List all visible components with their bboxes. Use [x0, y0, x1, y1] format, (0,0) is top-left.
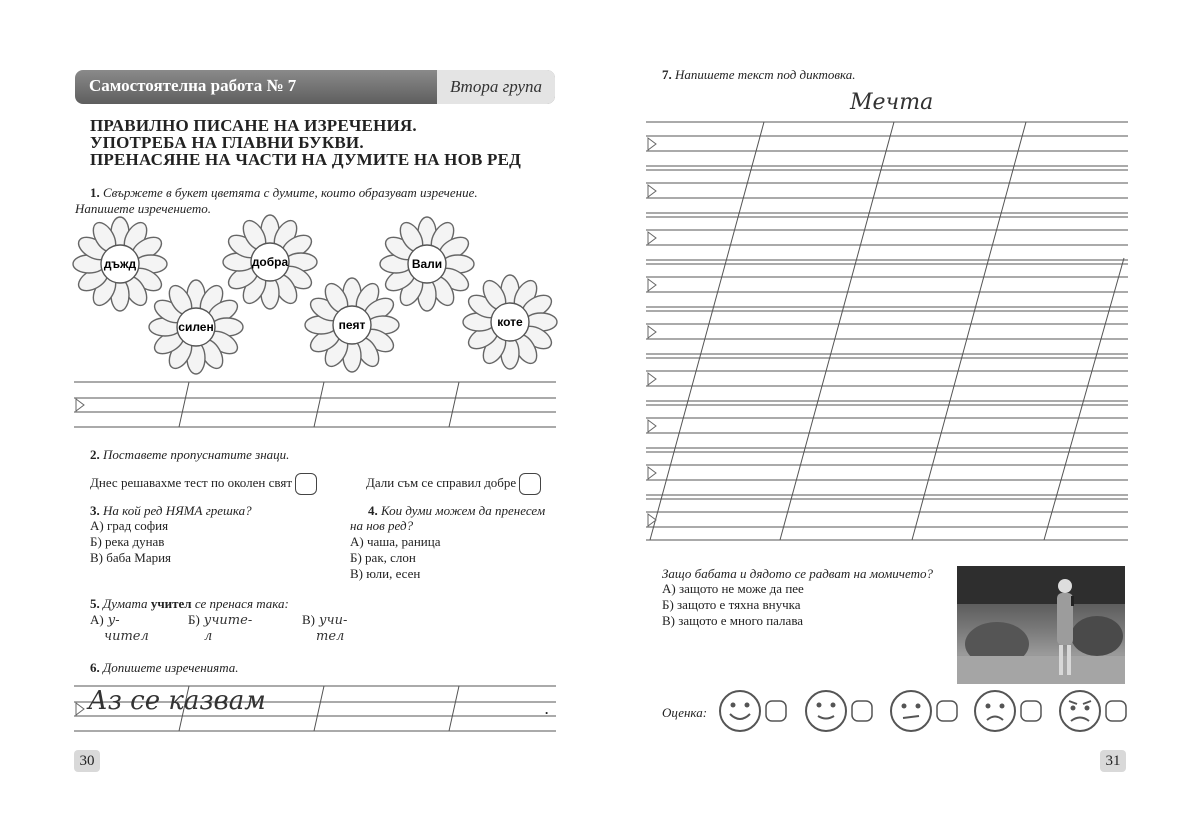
- banner-group: Втора група: [437, 70, 555, 104]
- q6-end-dot: .: [545, 702, 549, 717]
- q7-instruction: [662, 67, 856, 83]
- q5-option-a-bottom: чител: [104, 629, 149, 644]
- comprehension-option-c[interactable]: В) защото е много палава: [662, 613, 804, 628]
- q3-option-a[interactable]: А) град софия: [90, 518, 169, 533]
- q5-option-b-bottom: л: [204, 629, 213, 644]
- q5-option-c-label: В): [302, 612, 315, 627]
- q5-instruction: [90, 596, 289, 612]
- q4-text: Кои думи можем да пренесем: [381, 503, 546, 518]
- q4-text-2: на нов ред?: [350, 518, 414, 533]
- q5-option-c-bottom: тел: [316, 629, 345, 644]
- q5-option-a-label: А): [90, 612, 104, 627]
- dictation-title: Мечта: [850, 90, 934, 115]
- q4-number: 4.: [368, 503, 378, 518]
- q2-number: 2.: [90, 447, 100, 462]
- q2-sentence-2-row: [366, 473, 541, 495]
- q4-option-c[interactable]: В) юли, есен: [350, 566, 421, 581]
- q2-sentence-1-row: [90, 473, 317, 495]
- q4-option-b[interactable]: Б) рак, слон: [350, 550, 416, 565]
- heading-line-2: УПОТРЕБА НА ГЛАВНИ БУКВИ.: [90, 133, 364, 152]
- page-number-left: 30: [74, 750, 100, 772]
- q5-option-c-top: учи-: [319, 613, 348, 628]
- heading-line-3: ПРЕНАСЯНЕ НА ЧАСТИ НА ДУМИТЕ НА НОВ РЕД: [90, 150, 522, 169]
- q3-option-b[interactable]: Б) река дунав: [90, 534, 165, 549]
- q4-option-a[interactable]: А) чаша, раница: [350, 534, 441, 549]
- work-banner: [75, 70, 555, 104]
- page-number-right: 31: [1100, 750, 1126, 772]
- q3-number: 3.: [90, 503, 100, 518]
- comprehension-question: Защо бабата и дядото се радват на момичето?: [662, 566, 933, 581]
- banner-title: Самостоятелна работа № 7: [89, 76, 297, 95]
- grade-label: Оценка:: [662, 705, 708, 720]
- grade-faces: [718, 688, 1130, 734]
- flower-4-word: пеят: [338, 318, 366, 332]
- comprehension-option-b[interactable]: Б) защото е тяхна внучка: [662, 597, 801, 612]
- q5-option-b[interactable]: [188, 611, 252, 644]
- q3-option-c[interactable]: В) баба Мария: [90, 550, 172, 565]
- q6-text: Допишете изреченията.: [103, 660, 239, 675]
- q5-option-a[interactable]: [90, 611, 149, 644]
- dictation-writing-lines[interactable]: [646, 118, 1128, 542]
- q2-sentence-2: Дали съм се справил добре: [366, 474, 517, 490]
- q2-sentence-1: Днес решавахме тест по околен свят: [90, 474, 293, 490]
- q1-text-2: Напишете изречението.: [75, 201, 212, 216]
- q1-text: Свържете в букет цветята с думите, които образуват изречение.: [103, 185, 478, 200]
- q5-pre: Думата: [103, 596, 148, 611]
- comprehension-option-a[interactable]: А) защото не може да пее: [662, 581, 804, 596]
- q3-text: На кой ред НЯМА грешка?: [103, 503, 252, 518]
- q5-number: 5.: [90, 596, 100, 611]
- flower-1: [73, 217, 167, 311]
- q7-number: 7.: [662, 67, 672, 82]
- q6-number: 6.: [90, 660, 100, 675]
- flower-3: [223, 215, 317, 309]
- flower-6-word: коте: [497, 315, 523, 329]
- flower-1-word: дъжд: [103, 257, 137, 271]
- q2-answer-box-2[interactable]: [519, 473, 541, 495]
- q6-instruction: [90, 660, 239, 676]
- q4-instruction: [368, 503, 545, 519]
- q1-writing-lines[interactable]: [74, 380, 556, 430]
- flower-2: [149, 280, 243, 374]
- q2-text: Поставете пропуснатите знаци.: [103, 447, 290, 462]
- flower-5: [380, 217, 474, 311]
- q5-option-b-label: Б): [188, 612, 200, 627]
- q5-word: учител: [150, 596, 192, 611]
- flowers-area: [70, 212, 560, 382]
- q1-instruction: [90, 185, 478, 201]
- q7-text: Напишете текст под диктовка.: [675, 67, 856, 82]
- flower-5-word: Вали: [411, 257, 443, 271]
- q1-number: 1.: [90, 185, 100, 200]
- q5-option-c[interactable]: [302, 611, 347, 644]
- flower-6: [463, 275, 557, 369]
- q2-instruction: [90, 447, 289, 463]
- q5-post: се пренася така:: [194, 596, 289, 611]
- q5-option-a-top: у-: [107, 613, 120, 628]
- q3-instruction: [90, 503, 252, 519]
- flower-2-word: силен: [178, 320, 214, 334]
- heading-line-1: ПРАВИЛНО ПИСАНЕ НА ИЗРЕЧЕНИЯ.: [90, 116, 417, 135]
- flower-4: [305, 278, 399, 372]
- q5-option-b-top: учите-: [203, 613, 253, 628]
- q6-written-text: Аз се казвам: [88, 686, 266, 716]
- girl-singing-photo: [957, 566, 1125, 684]
- flower-3-word: добра: [251, 255, 289, 269]
- q2-answer-box-1[interactable]: [295, 473, 317, 495]
